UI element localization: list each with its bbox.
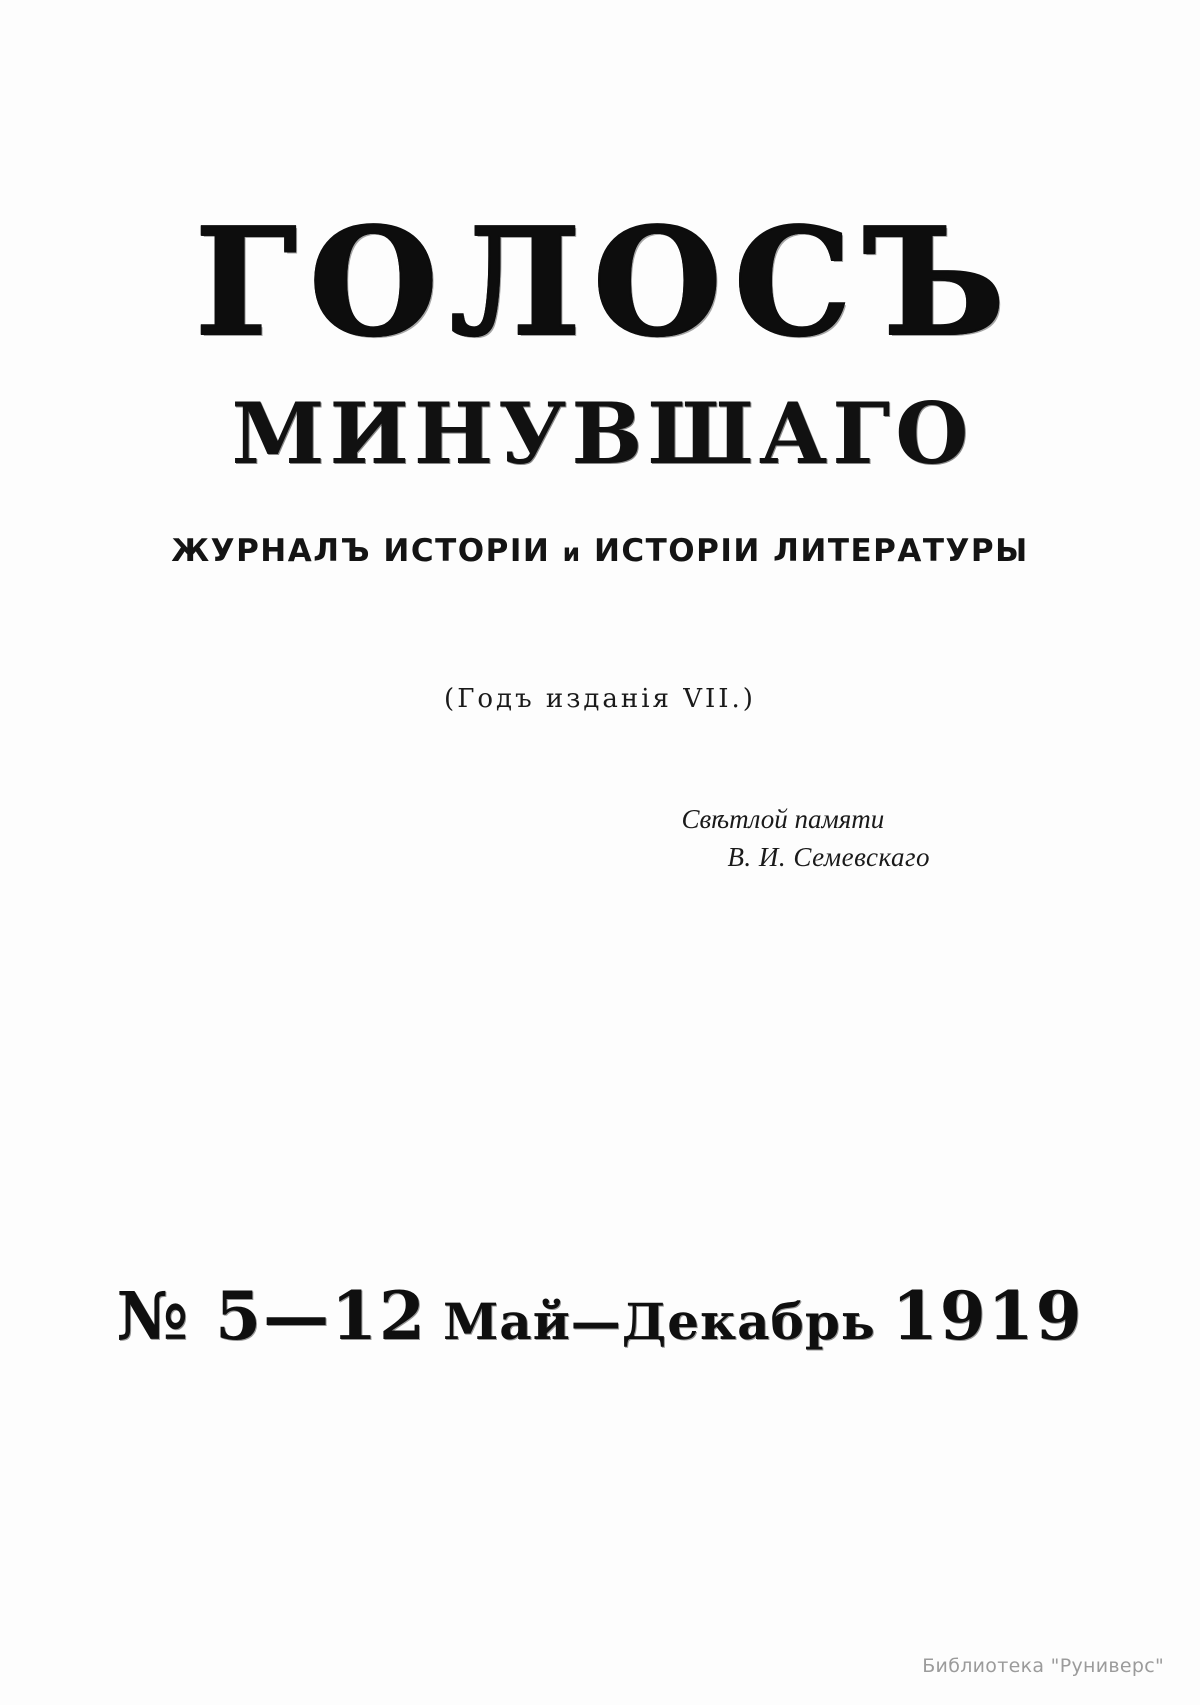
issue-months: Май—Декабрь bbox=[442, 1292, 876, 1351]
page-title: ГОЛОСЪ bbox=[194, 195, 1018, 369]
dedication bbox=[681, 800, 930, 877]
dedication-line-2: В. И. Семевскаго bbox=[727, 842, 930, 873]
page-subtitle: МИНУВШАГО bbox=[231, 384, 974, 483]
tagline-word-literature: ЛИТЕРАТУРЫ bbox=[773, 533, 1029, 569]
issue-line bbox=[0, 1277, 1200, 1355]
tagline-word-history-1: ИСТОРІИ bbox=[383, 533, 551, 569]
issue-number: № 5—12 bbox=[116, 1277, 427, 1355]
library-credit: Библиотека "Руниверс" bbox=[922, 1655, 1164, 1677]
dedication-line-1: Свѣтлой памяти bbox=[681, 804, 885, 834]
tagline bbox=[0, 533, 1200, 569]
tagline-word-journal: ЖУРНАЛЪ bbox=[171, 533, 372, 569]
edition-year-note: (Годъ изданія VII.) bbox=[444, 684, 756, 714]
tagline-word-history-2: ИСТОРІИ bbox=[593, 533, 761, 569]
tagline-conjunction: и bbox=[562, 538, 582, 567]
issue-year: 1919 bbox=[891, 1277, 1084, 1355]
